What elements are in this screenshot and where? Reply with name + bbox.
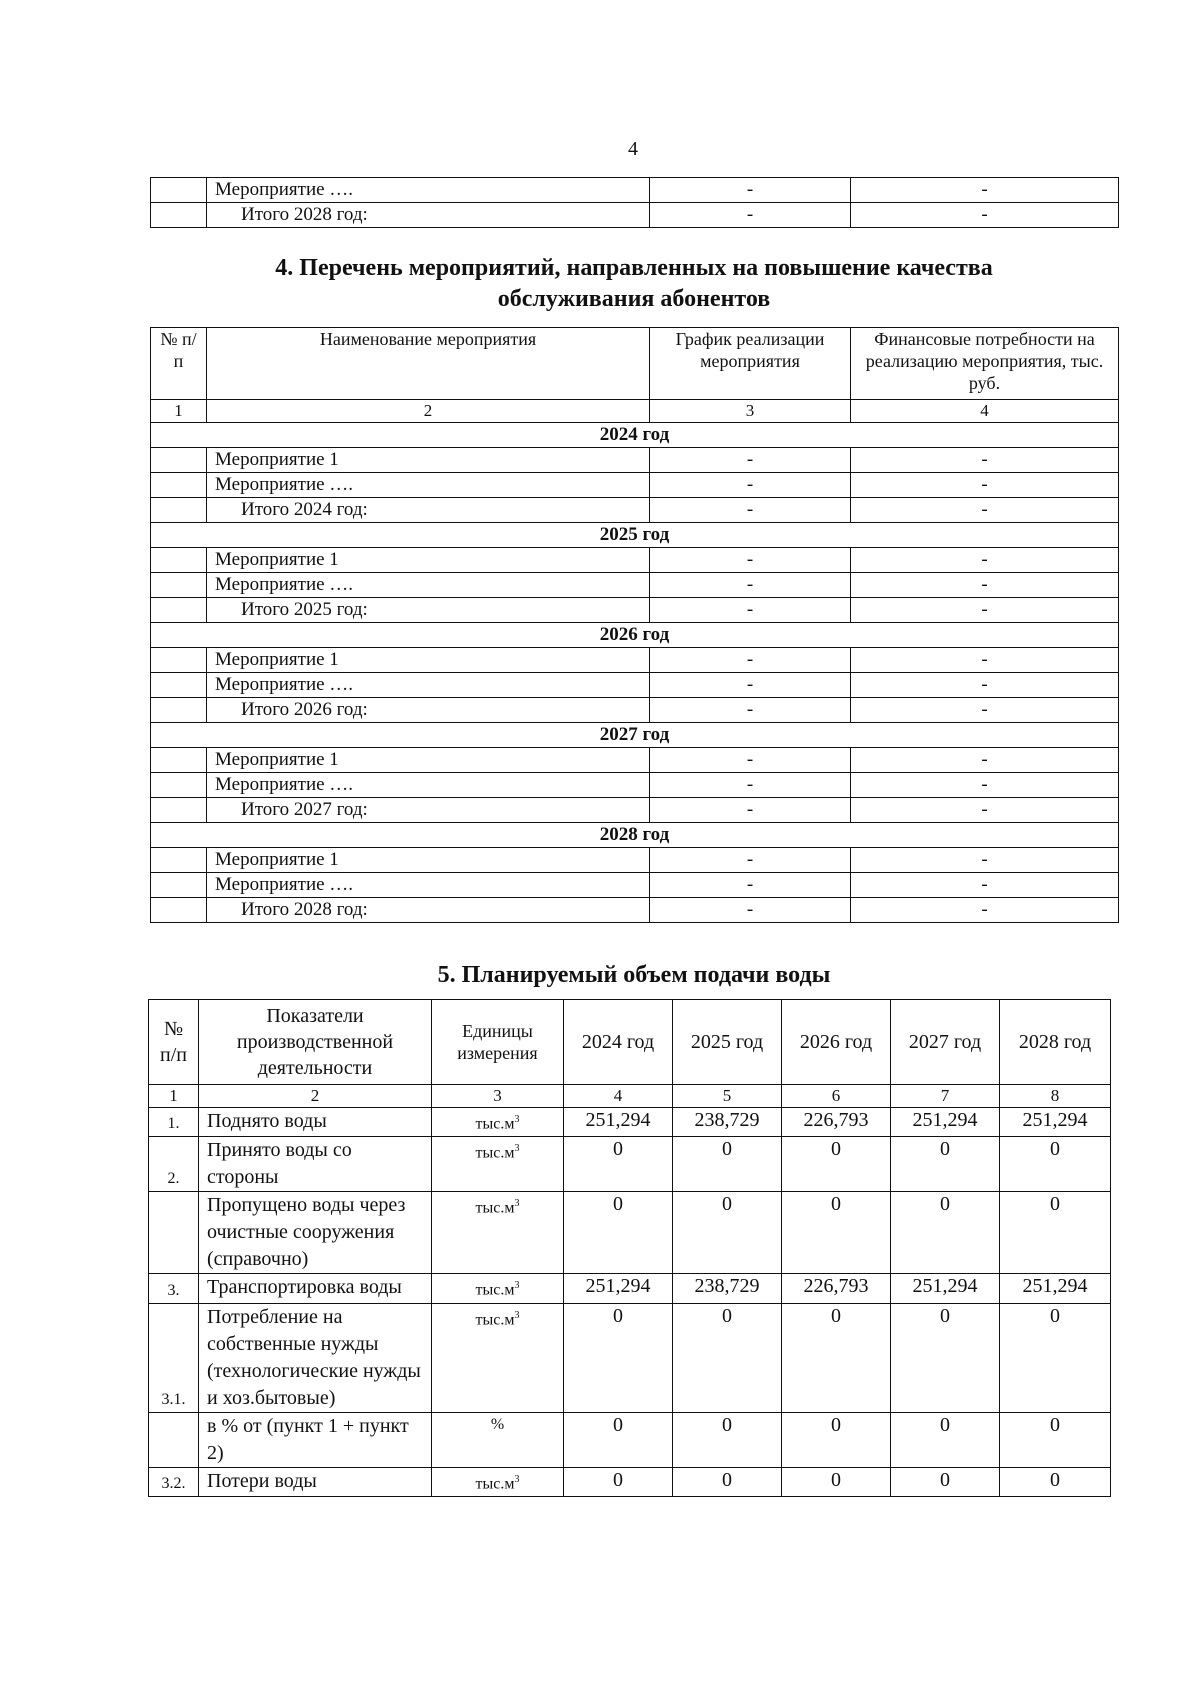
header-number: 4: [564, 1085, 673, 1108]
value-cell: 0: [891, 1192, 1000, 1274]
row-index: 2.: [149, 1137, 199, 1192]
value-cell: 0: [1000, 1412, 1111, 1467]
measures-table: [150, 327, 1119, 923]
value-cell: 0: [1000, 1467, 1111, 1496]
measures-header-numbers: [151, 400, 1119, 423]
value-cell: 0: [673, 1412, 782, 1467]
header-indicator: Показатели производственной деятельности: [199, 1000, 432, 1085]
year-label: 2025 год: [151, 523, 1119, 548]
measure-schedule: -: [650, 698, 851, 723]
section4-title: [150, 253, 1118, 315]
unit-cell: [432, 1137, 564, 1192]
measure-finance: -: [851, 598, 1119, 623]
unit-superscript: 3: [514, 1114, 520, 1125]
row-num-cell: [151, 598, 207, 623]
header-number: 3: [650, 400, 851, 423]
row-num-cell: [151, 573, 207, 598]
measure-name: Мероприятие ….: [207, 573, 650, 598]
measure-schedule: -: [650, 598, 851, 623]
table-row: [151, 178, 1119, 203]
value-cell: 251,294: [564, 1108, 673, 1137]
table-row: [149, 1137, 1111, 1192]
header-year: 2027 год: [891, 1000, 1000, 1085]
table-row: [149, 1274, 1111, 1303]
row-num-cell: [151, 798, 207, 823]
row-index: [149, 1412, 199, 1467]
unit-label: %: [490, 1415, 505, 1433]
section4-title-line1: 4. Перечень мероприятий, направленных на повышение качества: [275, 255, 993, 281]
measure-schedule: -: [650, 203, 851, 228]
unit-cell: [432, 1274, 564, 1303]
value-cell: 251,294: [891, 1108, 1000, 1137]
page-number: 4: [628, 138, 638, 160]
measure-finance: -: [851, 648, 1119, 673]
header-number: 4: [851, 400, 1119, 423]
indicator-name: Пропущено воды через очистные сооружения (справочно): [199, 1192, 432, 1274]
row-num-cell: [151, 203, 207, 228]
indicator-name: Принято воды со стороны: [199, 1137, 432, 1192]
measure-name: Итого 2028 год:: [207, 203, 650, 228]
value-cell: 0: [1000, 1303, 1111, 1412]
value-cell: 0: [891, 1137, 1000, 1192]
table-row: [151, 548, 1119, 573]
year-label: 2024 год: [151, 423, 1119, 448]
row-index: 3.1.: [149, 1303, 199, 1412]
measure-name: Мероприятие 1: [207, 848, 650, 873]
unit-superscript: 3: [514, 1143, 520, 1155]
measure-finance: -: [851, 748, 1119, 773]
value-cell: 0: [782, 1192, 891, 1274]
header-num: № п/п: [151, 328, 207, 400]
value-cell: 0: [782, 1303, 891, 1412]
table-row: [151, 573, 1119, 598]
measure-name: Мероприятие ….: [207, 473, 650, 498]
indicator-name: Потребление на собственные нужды (технологические нужды и хоз.бытовые): [199, 1303, 432, 1412]
indicator-name: Транспортировка воды: [199, 1274, 432, 1303]
header-number: 1: [149, 1085, 199, 1108]
value-cell: 251,294: [564, 1274, 673, 1303]
value-cell: 251,294: [1000, 1108, 1111, 1137]
value-cell: 0: [564, 1412, 673, 1467]
header-year: 2024 год: [564, 1000, 673, 1085]
table-row: [151, 203, 1119, 228]
unit-label: тыс.м: [475, 1199, 515, 1217]
year-row: [151, 523, 1119, 548]
table-row: [151, 698, 1119, 723]
value-cell: 0: [891, 1467, 1000, 1496]
measure-name: Мероприятие 1: [207, 748, 650, 773]
measure-finance: -: [851, 473, 1119, 498]
measure-finance: -: [851, 698, 1119, 723]
measure-name: Мероприятие ….: [207, 873, 650, 898]
measure-finance: -: [851, 673, 1119, 698]
year-label: 2026 год: [151, 623, 1119, 648]
row-index: [149, 1192, 199, 1274]
header-number: 1: [151, 400, 207, 423]
measure-name: Мероприятие 1: [207, 648, 650, 673]
measure-finance: -: [851, 448, 1119, 473]
value-cell: 0: [891, 1412, 1000, 1467]
unit-cell: [432, 1412, 564, 1467]
measure-schedule: -: [650, 448, 851, 473]
row-num-cell: [151, 548, 207, 573]
value-cell: 0: [673, 1137, 782, 1192]
value-cell: 251,294: [1000, 1274, 1111, 1303]
row-num-cell: [151, 498, 207, 523]
indicator-name: Потери воды: [199, 1467, 432, 1496]
volume-header-row: [149, 1000, 1111, 1085]
table-row: [151, 748, 1119, 773]
value-cell: 0: [564, 1137, 673, 1192]
header-number: 6: [782, 1085, 891, 1108]
value-cell: 251,294: [891, 1274, 1000, 1303]
section4-title-line2: обслуживания абонентов: [497, 286, 771, 312]
unit-label: тыс.м: [475, 1144, 515, 1162]
measure-name: Мероприятие ….: [207, 773, 650, 798]
year-row: [151, 823, 1119, 848]
value-cell: 0: [673, 1303, 782, 1412]
value-cell: 226,793: [782, 1108, 891, 1137]
table-row: [149, 1303, 1111, 1412]
value-cell: 0: [564, 1467, 673, 1496]
header-year: 2026 год: [782, 1000, 891, 1085]
measure-schedule: -: [650, 498, 851, 523]
header-number: 8: [1000, 1085, 1111, 1108]
measure-name: Итого 2027 год:: [207, 798, 650, 823]
row-num-cell: [151, 673, 207, 698]
table-row: [151, 473, 1119, 498]
table-row: [151, 873, 1119, 898]
value-cell: 226,793: [782, 1274, 891, 1303]
measure-schedule: -: [650, 648, 851, 673]
header-unit: Единицы измерения: [432, 1000, 564, 1085]
section5-title: 5. Планируемый объем подачи воды: [437, 962, 831, 988]
measures-header-row: [151, 328, 1119, 400]
measure-finance: -: [851, 498, 1119, 523]
value-cell: 0: [564, 1303, 673, 1412]
value-cell: 0: [782, 1412, 891, 1467]
unit-cell: [432, 1192, 564, 1274]
header-year: 2028 год: [1000, 1000, 1111, 1085]
table-row: [151, 848, 1119, 873]
header-number: 2: [199, 1085, 432, 1108]
year-row: [151, 423, 1119, 448]
row-num-cell: [151, 898, 207, 923]
table-row: [151, 448, 1119, 473]
measure-schedule: -: [650, 873, 851, 898]
measure-finance: -: [851, 178, 1119, 203]
measure-finance: -: [851, 573, 1119, 598]
table-row: [149, 1108, 1111, 1137]
row-index: 3.2.: [149, 1467, 199, 1496]
unit-superscript: 3: [514, 1280, 520, 1292]
year-row: [151, 623, 1119, 648]
row-num-cell: [151, 773, 207, 798]
table-row: [151, 598, 1119, 623]
row-num-cell: [151, 448, 207, 473]
value-cell: 0: [782, 1137, 891, 1192]
table-row: [151, 498, 1119, 523]
measure-finance: -: [851, 773, 1119, 798]
measure-schedule: -: [650, 898, 851, 923]
unit-label: тыс.м: [475, 1281, 515, 1299]
table-row: [151, 673, 1119, 698]
row-index: 1.: [149, 1108, 199, 1137]
value-cell: 0: [673, 1192, 782, 1274]
table-row: [149, 1192, 1111, 1274]
measure-schedule: -: [650, 748, 851, 773]
measure-schedule: -: [650, 573, 851, 598]
measure-schedule: -: [650, 548, 851, 573]
measure-finance: -: [851, 898, 1119, 923]
measure-name: Мероприятие ….: [207, 178, 650, 203]
row-num-cell: [151, 873, 207, 898]
table-row: [151, 773, 1119, 798]
row-num-cell: [151, 698, 207, 723]
measure-name: Мероприятие 1: [207, 448, 650, 473]
value-cell: 0: [564, 1192, 673, 1274]
header-number: 3: [432, 1085, 564, 1108]
header-number: 7: [891, 1085, 1000, 1108]
measure-name: Итого 2026 год:: [207, 698, 650, 723]
header-schedule: График реализации мероприятия: [650, 328, 851, 400]
measure-finance: -: [851, 548, 1119, 573]
unit-superscript: 3: [514, 1198, 520, 1210]
value-cell: 0: [1000, 1137, 1111, 1192]
value-cell: 0: [673, 1467, 782, 1496]
row-num-cell: [151, 648, 207, 673]
measure-finance: -: [851, 203, 1119, 228]
measure-finance: -: [851, 798, 1119, 823]
header-finance: Финансовые потребности на реализацию мероприятия, тыс. руб.: [851, 328, 1119, 400]
table-row: [151, 798, 1119, 823]
unit-label: тыс.м: [475, 1115, 515, 1133]
measure-name: Мероприятие 1: [207, 548, 650, 573]
row-num-cell: [151, 178, 207, 203]
indicator-name: в % от (пункт 1 + пункт 2): [199, 1412, 432, 1467]
table-row: [149, 1412, 1111, 1467]
unit-label: тыс.м: [475, 1474, 515, 1492]
measure-schedule: -: [650, 673, 851, 698]
row-num-cell: [151, 473, 207, 498]
measure-schedule: -: [650, 773, 851, 798]
header-number: 5: [673, 1085, 782, 1108]
table-row: [151, 648, 1119, 673]
value-cell: 0: [782, 1467, 891, 1496]
unit-cell: [432, 1303, 564, 1412]
header-number: 2: [207, 400, 650, 423]
measure-name: Итого 2025 год:: [207, 598, 650, 623]
measure-schedule: -: [650, 848, 851, 873]
value-cell: 238,729: [673, 1274, 782, 1303]
header-num: № п/п: [149, 1000, 199, 1085]
measure-schedule: -: [650, 798, 851, 823]
header-name: Наименование мероприятия: [207, 328, 650, 400]
measure-schedule: -: [650, 473, 851, 498]
measure-schedule: -: [650, 178, 851, 203]
header-year: 2025 год: [673, 1000, 782, 1085]
unit-cell: [432, 1108, 564, 1137]
value-cell: 238,729: [673, 1108, 782, 1137]
unit-superscript: 3: [514, 1473, 520, 1485]
unit-superscript: 3: [514, 1309, 520, 1321]
indicator-name: Поднято воды: [199, 1108, 432, 1137]
value-cell: 0: [1000, 1192, 1111, 1274]
row-index: 3.: [149, 1274, 199, 1303]
value-cell: 0: [891, 1303, 1000, 1412]
measure-name: Итого 2028 год:: [207, 898, 650, 923]
measure-name: Итого 2024 год:: [207, 498, 650, 523]
row-num-cell: [151, 848, 207, 873]
volume-header-numbers: [149, 1085, 1111, 1108]
row-num-cell: [151, 748, 207, 773]
year-label: 2027 год: [151, 723, 1119, 748]
year-row: [151, 723, 1119, 748]
measure-finance: -: [851, 873, 1119, 898]
measure-finance: -: [851, 848, 1119, 873]
table-row: [149, 1467, 1111, 1496]
unit-label: тыс.м: [475, 1310, 515, 1328]
table-row: [151, 898, 1119, 923]
measure-name: Мероприятие ….: [207, 673, 650, 698]
continuation-table: [150, 177, 1119, 228]
year-label: 2028 год: [151, 823, 1119, 848]
water-volume-table: [148, 999, 1111, 1497]
unit-cell: [432, 1467, 564, 1496]
